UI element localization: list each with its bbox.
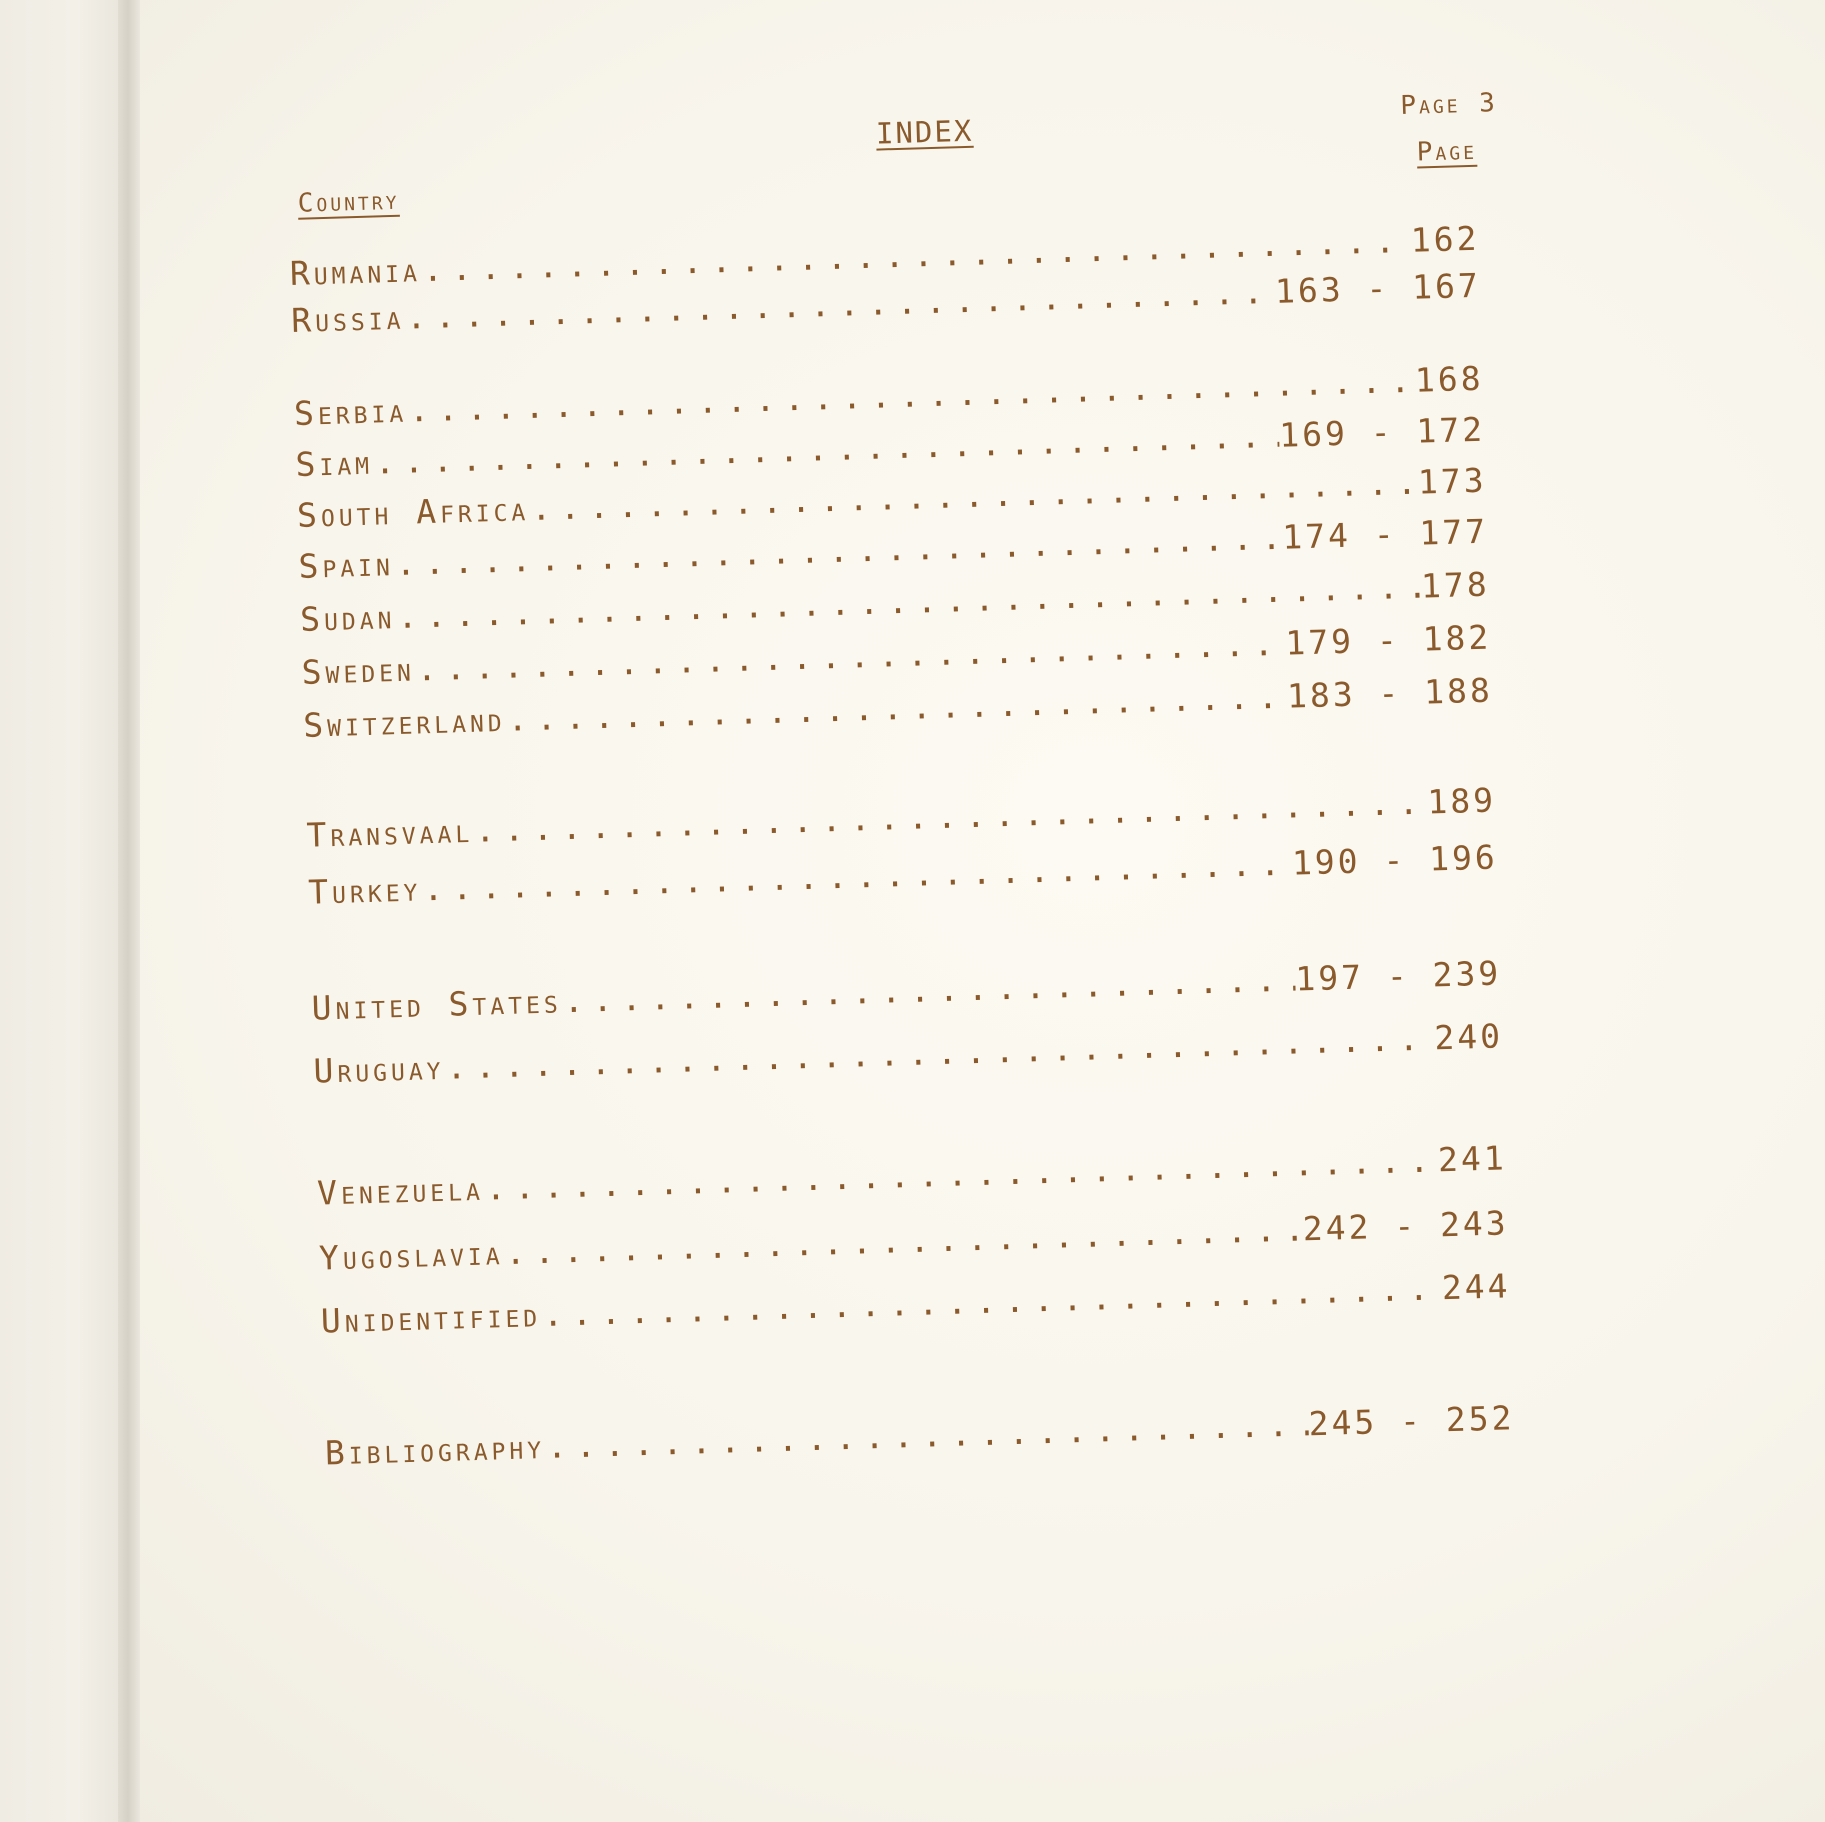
entry-name: South Africa (296, 489, 530, 535)
entry-name: Siam (294, 442, 374, 484)
entry-pages: 240 (1433, 1016, 1504, 1058)
entry-pages: 189 (1426, 780, 1497, 822)
entry-name: Sudan (299, 597, 396, 639)
entry-pages: 244 (1441, 1266, 1512, 1308)
index-entry (311, 953, 1502, 1027)
dot-leader (444, 1018, 1435, 1086)
dot-leader (561, 960, 1296, 1021)
entry-name: Serbia (293, 390, 408, 433)
dot-leader (483, 1140, 1438, 1207)
entry-name: Unidentified (320, 1295, 542, 1341)
entry-name: Transvaal (305, 810, 474, 855)
entry-name: Venezuela (316, 1168, 485, 1213)
dot-leader (544, 1404, 1309, 1466)
entry-name: Uruguay (312, 1047, 446, 1091)
entry-name: Switzerland (302, 699, 507, 745)
column-header-page: Page (1416, 135, 1478, 168)
entry-pages: 169 - 172 (1278, 409, 1486, 455)
entry-pages: 179 - 182 (1284, 617, 1492, 663)
dot-leader (414, 624, 1286, 689)
entry-pages: 174 - 177 (1281, 511, 1489, 557)
entry-pages: 241 (1437, 1138, 1508, 1180)
index-title: INDEX (875, 113, 974, 151)
entry-name: Russia (290, 297, 405, 341)
entry-pages: 242 - 243 (1302, 1203, 1510, 1249)
entry-pages: 173 (1417, 460, 1488, 502)
index-entry (319, 1203, 1510, 1277)
entry-pages: 168 (1414, 358, 1485, 400)
index-entry (313, 1016, 1504, 1090)
dot-leader (421, 844, 1293, 909)
dot-leader (473, 783, 1428, 850)
entry-pages: 190 - 196 (1291, 837, 1499, 883)
index-entry (320, 1266, 1511, 1340)
entry-name: Turkey (307, 869, 422, 912)
entry-name: Yugoslavia (318, 1233, 505, 1278)
column-header-country: Country (297, 185, 400, 219)
dot-leader (505, 677, 1288, 739)
entry-pages: 183 - 188 (1286, 670, 1494, 716)
entry-pages: 245 - 252 (1308, 1398, 1515, 1444)
index-entry (317, 1138, 1508, 1212)
book-gutter (118, 0, 140, 1822)
entry-name: Sweden (301, 649, 416, 692)
entry-name: Bibliography (324, 1426, 546, 1473)
entry-name: Rumania (289, 250, 422, 294)
index-page (255, 66, 1782, 1729)
entry-pages: 178 (1420, 564, 1491, 606)
entry-pages: 197 - 239 (1294, 953, 1502, 999)
entry-pages: 162 (1410, 218, 1480, 260)
dot-leader (503, 1209, 1303, 1272)
entry-name: United States (311, 981, 563, 1028)
dot-leader (540, 1268, 1442, 1334)
entry-name: Spain (297, 544, 395, 586)
index-entry (324, 1398, 1515, 1472)
entry-pages: 163 - 167 (1274, 265, 1482, 311)
page-number: Page 3 (1399, 88, 1499, 122)
